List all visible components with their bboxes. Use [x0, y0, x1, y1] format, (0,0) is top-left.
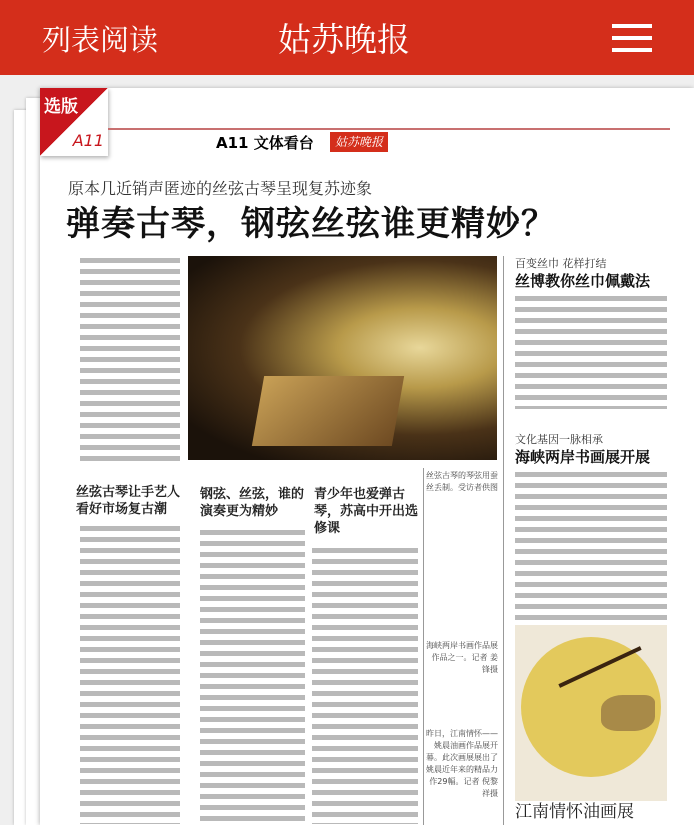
page-number: A11 [72, 131, 104, 150]
photo-caption: 昨日，江南情怀——姚晨油画作品展开幕。此次画展展出了姚晨近年来的精品力作29幅。记者 倪黎祥摄 [426, 729, 498, 798]
section-title: A11 文体看台 [216, 134, 314, 152]
select-page-button[interactable] [40, 88, 108, 156]
article-text[interactable] [200, 528, 305, 824]
photo-caption: 海峡两岸书画作品展作品之一。记者 姜锋摄 [426, 641, 498, 674]
article-subtitle[interactable]: 百变丝巾 花样打结 [515, 257, 607, 270]
divider [108, 128, 670, 130]
select-page-label: 选版 [44, 97, 78, 117]
article-subtitle[interactable]: 文化基因一脉相承 [515, 433, 603, 446]
subhead[interactable]: 青少年也爱弹古琴，苏高中开出选修课 [314, 487, 419, 536]
article-headline[interactable]: 弹奏古琴，钢弦丝弦谁更精妙？ [66, 204, 556, 244]
article-text[interactable] [80, 524, 180, 824]
painting-image[interactable] [515, 625, 667, 801]
article-text[interactable] [80, 256, 180, 461]
subhead[interactable]: 钢弦、丝弦，谁的演奏更为精妙 [200, 487, 305, 519]
article-text[interactable] [312, 546, 418, 824]
app-title: 姑苏晚报 [278, 20, 410, 59]
article-text[interactable] [515, 294, 667, 409]
article-headline[interactable]: 丝博教你丝巾佩戴法 [515, 272, 651, 290]
divider [423, 468, 424, 825]
subhead[interactable]: 丝弦古琴让手艺人看好市场复古潮 [76, 485, 181, 517]
article-photo[interactable] [188, 256, 497, 460]
top-bar [0, 0, 694, 75]
newspaper-logo: 姑苏晚报 [330, 132, 388, 152]
article-text[interactable] [515, 470, 667, 620]
newspaper-page[interactable] [40, 88, 694, 825]
divider [503, 256, 504, 825]
hamburger-icon[interactable] [612, 24, 652, 52]
article-headline[interactable]: 江南情怀油画展 [515, 802, 634, 822]
article-headline[interactable]: 海峡两岸书画展开展 [515, 448, 651, 466]
photo-caption: 丝弦古琴的琴弦用蚕丝丢制。受访者供图 [426, 471, 498, 492]
article-subtitle[interactable]: 原本几近销声匿迹的丝弦古琴呈现复苏迹象 [68, 179, 373, 198]
list-read-button[interactable]: 列表阅读 [42, 23, 159, 57]
